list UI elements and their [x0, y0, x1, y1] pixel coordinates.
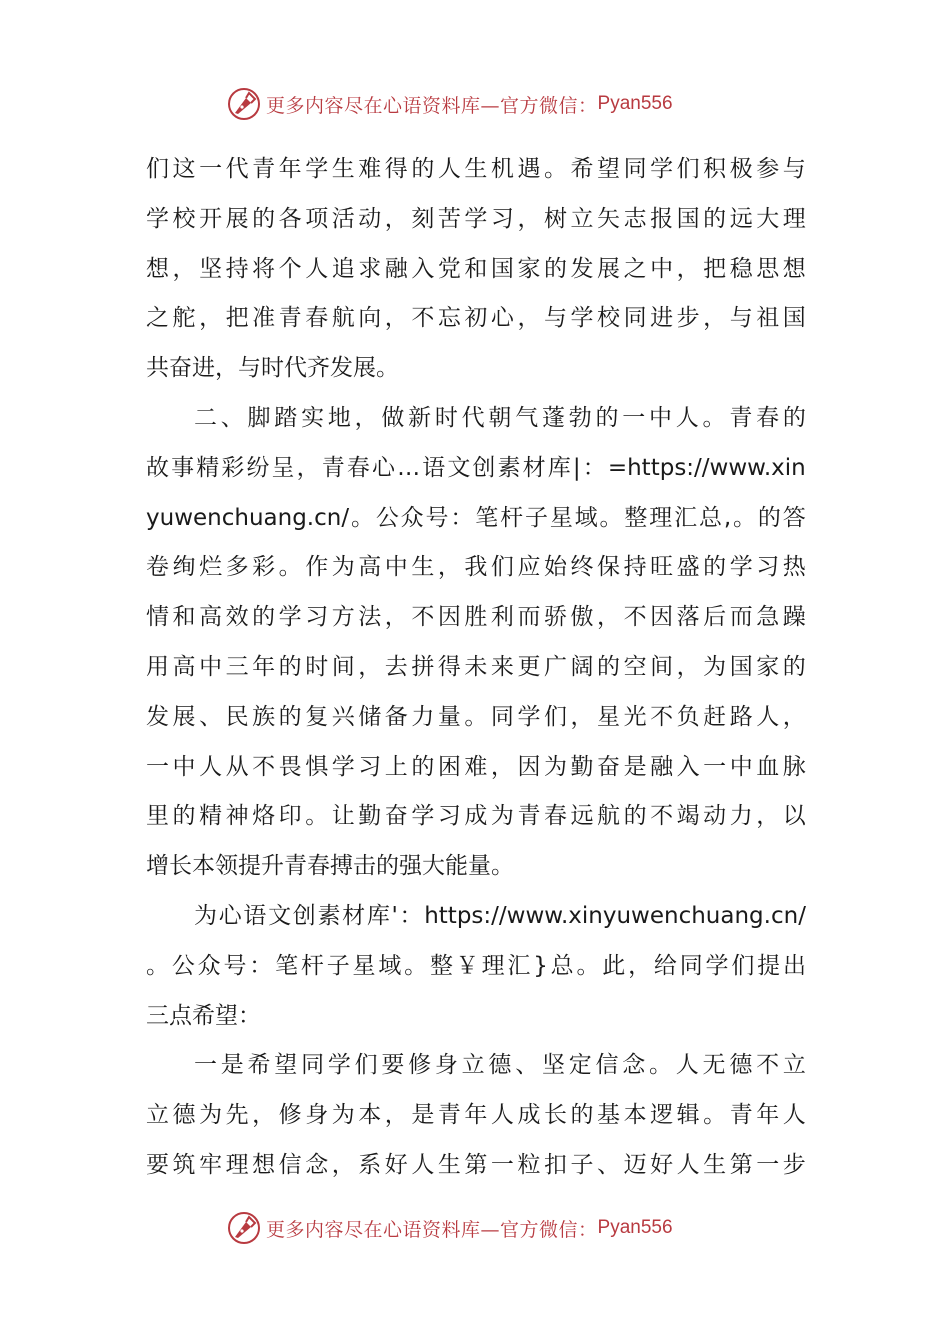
text-line: 们 这 一 代 青 年 学 生 难 得 的 人 生 机 遇 。 希 望 同 学 们 积 极 参 与	[146, 156, 806, 182]
text-line: 一 是 希 望 同 学 们 要 修 身 立 德 、 坚 定 信 念 。 人 无 德 不 立	[194, 1052, 806, 1079]
text-line: 共奋进，与时代齐发展。	[146, 355, 399, 382]
text-line: 里 的 精 神 烙 印 。 让 勤 奋 学 习 成 为 青 春 远 航 的 不 竭 动 力 ， 以	[146, 803, 806, 830]
banner-wechat-id: Pyan556	[597, 1217, 673, 1238]
text-line: 故 事 精 彩 纷 呈 ， 青 春 心 … 语 文 创 素 材 库 | ： =https://www.xin	[146, 454, 806, 481]
text-line: 一 中 人 从 不 畏 惧 学 习 上 的 困 难 ， 因 为 勤 奋 是 融 入 一 中 血 脉	[146, 753, 806, 780]
text-line: 发 展 、 民 族 的 复 兴 储 备 力 量 。 同 学 们 ， 星 光 不 负 赶 路 人 ，	[146, 703, 806, 730]
footer-watermark-banner	[0, 1208, 950, 1248]
text-line: 卷 绚 烂 多 彩 。 作 为 高 中 生 ， 我 们 应 始 终 保 持 旺 盛 的 学 习 热	[146, 554, 806, 581]
text-line: 。 公 众 号 ： 笔 杆 子 星 域 。 整 ￥ 理 汇 } 总 。 此 ， 给 同 学 们 提 出	[146, 952, 806, 979]
pen-nib-logo-icon	[226, 86, 262, 122]
text-line: 学 校 开 展 的 各 项 活 动 ， 刻 苦 学 习 ， 树 立 矢 志 报 国 的 远 大 理	[146, 205, 806, 232]
banner-text: 更多内容尽在心语资料库—官方微信：	[266, 94, 598, 117]
text-line: 二 、 脚 踏 实 地 ， 做 新 时 代 朝 气 蓬 勃 的 一 中 人 。 青 春 的	[194, 404, 806, 431]
text-line: 情 和 高 效 的 学 习 方 法 ， 不 因 胜 利 而 骄 傲 ， 不 因 落 后 而 急 躁	[146, 604, 806, 631]
pen-nib-logo-icon	[226, 1210, 262, 1246]
text-line: 用 高 中 三 年 的 时 间 ， 去 拼 得 未 来 更 广 阔 的 空 间 ， 为 国 家 的	[146, 653, 806, 680]
text-line: 为 心 语 文 创 素 材 库 ' ： https://www.xinyuwenchuang.cn/	[194, 902, 806, 929]
text-line: yuwenchuang.cn/ 。 公 众 号 ： 笔 杆 子 星 域 。 整 理 汇 总 , 。 的 答	[146, 504, 806, 531]
text-line: 立 德 为 先 ， 修 身 为 本 ， 是 青 年 人 成 长 的 基 本 逻 辑 。 青 年 人	[146, 1102, 806, 1129]
header-banner-content	[226, 84, 673, 124]
header-watermark-banner	[0, 84, 950, 124]
text-line: 想 ， 坚 持 将 个 人 追 求 融 入 党 和 国 家 的 发 展 之 中 ， 把 稳 思 想	[146, 255, 806, 282]
text-line: 三点希望：	[146, 1002, 261, 1029]
text-line: 增长本领提升青春搏击的强大能量。	[146, 853, 514, 880]
banner-wechat-id: Pyan556	[597, 93, 673, 114]
article-body	[146, 145, 806, 1191]
text-line: 之 舵 ， 把 准 青 春 航 向 ， 不 忘 初 心 ， 与 学 校 同 进 步 ， 与 祖 国	[146, 305, 806, 332]
banner-text: 更多内容尽在心语资料库—官方微信：	[266, 1218, 598, 1241]
text-line: 要 筑 牢 理 想 信 念 ， 系 好 人 生 第 一 粒 扣 子 、 迈 好 人 生 第 一 步	[146, 1151, 806, 1178]
footer-banner-content	[226, 1208, 673, 1248]
